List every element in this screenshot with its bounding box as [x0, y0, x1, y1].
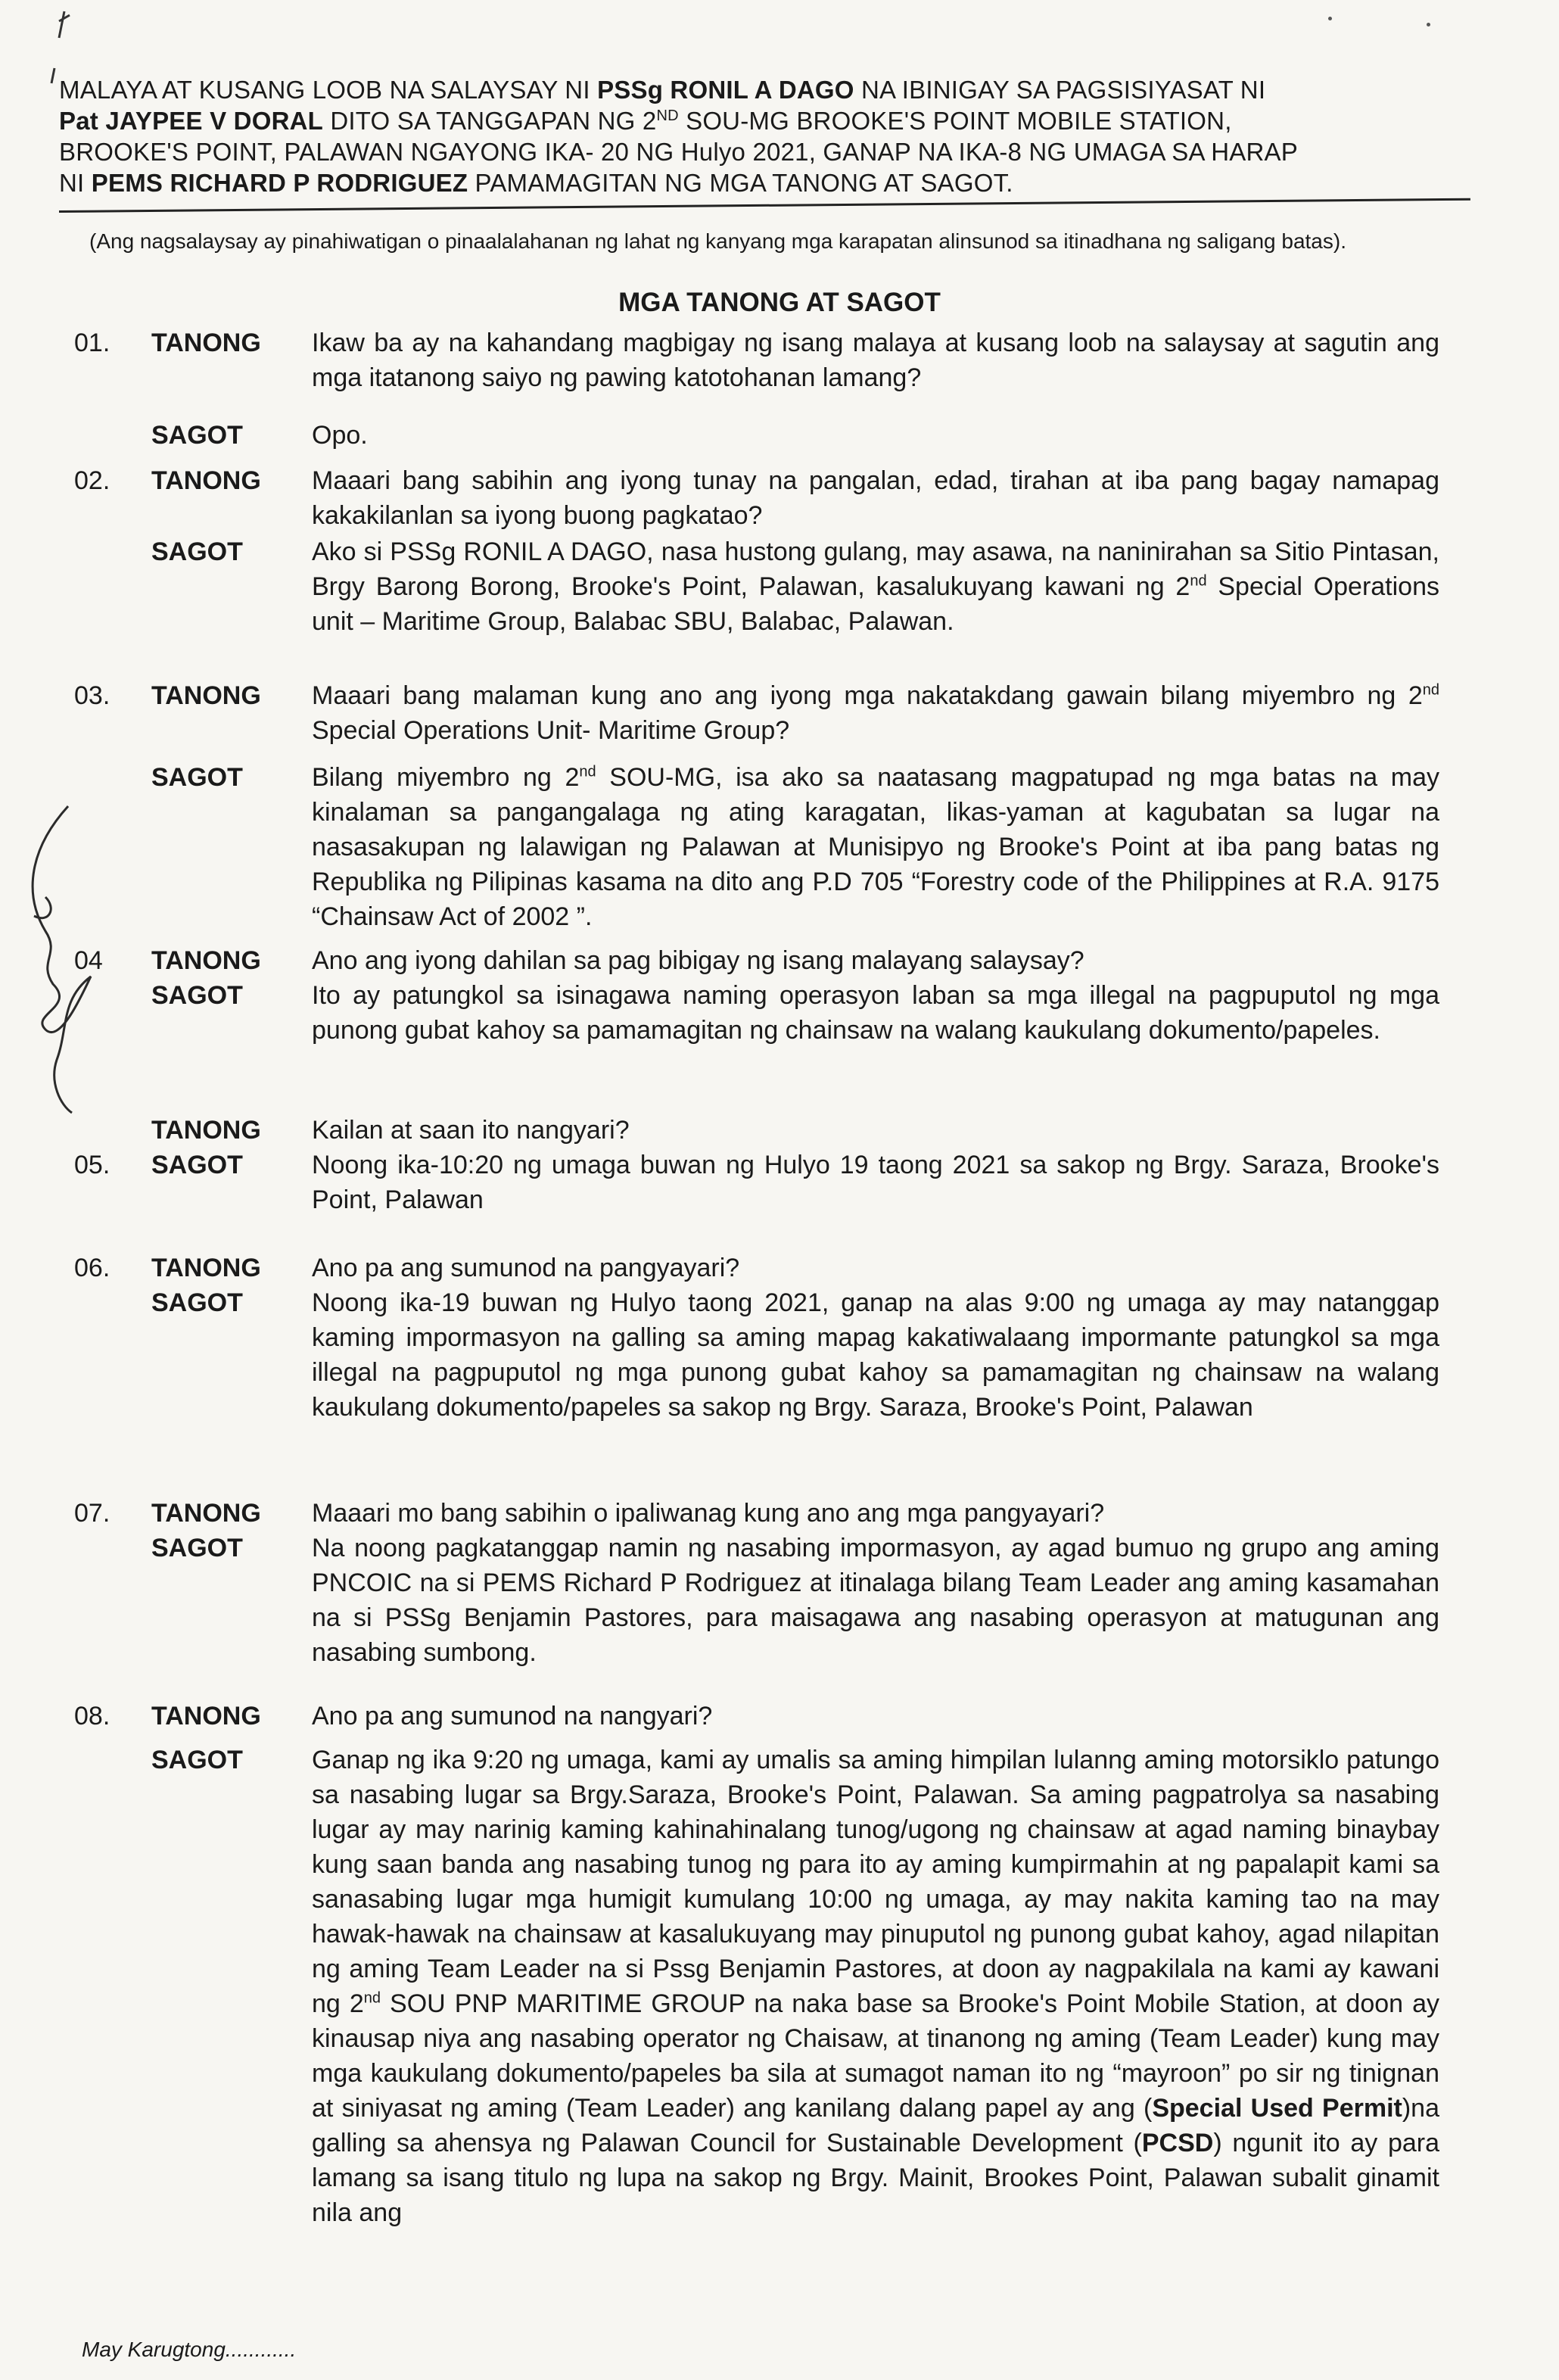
question-label: TANONG	[151, 1116, 261, 1145]
question-text: Maaari bang malaman kung ano ang iyong mga nakatakdang gawain bilang miyembro ng 2nd Special Operations Unit- Maritime Group?	[312, 681, 1439, 745]
question-text: Ano pa ang sumunod na pangyayari?	[312, 1254, 740, 1282]
header-line-2: Pat JAYPEE V DORAL DITO SA TANGGAPAN NG 2ND SOU-MG BROOKE'S POINT MOBILE STATION,	[59, 107, 1232, 135]
question-label: TANONG	[151, 329, 261, 357]
question-label: TANONG	[151, 681, 261, 710]
answer-text: Opo.	[312, 421, 368, 450]
question-number: 02.	[74, 466, 110, 495]
header-line-4: NI PEMS RICHARD P RODRIGUEZ PAMAMAGITAN NG MGA TANONG AT SAGOT.	[59, 169, 1013, 197]
question-label: TANONG	[151, 1702, 261, 1730]
answer-label: SAGOT	[151, 1151, 243, 1179]
question-label: TANONG	[151, 1254, 261, 1282]
question-label: TANONG	[151, 946, 261, 975]
answer-text: Ito ay patungkol sa isinagawa naming operasyon laban sa mga illegal na pagpuputol ng mga punong gubat kahoy sa pamamagitan ng chainsaw na walang kaukulang dokumento/papeles.	[312, 981, 1439, 1045]
continued-note: May Karugtong............	[82, 2338, 297, 2361]
section-title: MGA TANONG AT SAGOT	[618, 288, 941, 317]
answer-label: SAGOT	[151, 1288, 243, 1317]
signature-icon	[15, 802, 114, 1120]
answer-label: SAGOT	[151, 981, 243, 1010]
question-number: 06.	[74, 1254, 110, 1282]
question-number: 04	[74, 946, 103, 975]
answer-text: Noong ika-19 buwan ng Hulyo taong 2021, ganap na alas 9:00 ng umaga ay may natanggap kaming impormasyon na galling sa aming mapag kakatiwalaang impormante patungkol sa mga illegal na pagpuputol ng mga punong gubat kahoy sa pamamagitan ng chainsaw na walang kaukulang dokumento/papeles sa sakop ng Brgy. Saraza, Brooke's Point, Palawan	[312, 1288, 1439, 1422]
question-text: Ikaw ba ay na kahandang magbigay ng isang malaya at kusang loob na salaysay at sagutin ang mga itatanong saiyo ng pawing katotohanan lamang?	[312, 329, 1439, 392]
speck	[1328, 17, 1332, 20]
answer-label: SAGOT	[151, 537, 243, 566]
question-number: 08.	[74, 1702, 110, 1730]
question-label: TANONG	[151, 466, 261, 495]
answer-text: Ganap ng ika 9:20 ng umaga, kami ay umalis sa aming himpilan lulanng aming motorsiklo patungo sa nasabing lugar sa Brgy.Saraza, Brooke's Point, Palawan. Sa aming pagpatrolya sa nasabing lugar ay may narinig kaming kahinahinalang tunog/ugong ng chainsaw at agad naming binaybay kung saan banda ang nasabing tunog ng para ito ay aming kumpirmahin at ng papalapit kami sa sanasabing lugar mga humigit kumulang 10:00 ng umaga, ay may nakita kaming tao na may hawak-hawak na chainsaw at kasalukuyang may pinuputol ng punong gubat kahoy, agad nilapitan ng aming Team Leader na si Pssg Benjamin Pastores, at doon ay nagpakilala na kami ay kawani ng 2nd SOU PNP MARITIME GROUP na naka base sa Brooke's Point Mobile Station, at doon ay kinausap niya ang nasabing operator ng Chaisaw, at tinanong ng aming (Team Leader) kung may mga kaukulang dokumento/papeles ba sila at sumagot naman ito ng “mayroon” po sir ng tinignan at siniyasat ng aming (Team Leader) ang kanilang dalang papel ay ang (Special Used Permit)na galling sa ahensya ng Palawan Council for Sustainable Development (PCSD) ngunit ito ay para lamang sa isang titulo ng lupa na sakop ng Brgy. Mainit, Brookes Point, Palawan subalit ginamit nila ang	[312, 1746, 1439, 2227]
header-line-1: MALAYA AT KUSANG LOOB NA SALAYSAY NI PSSg RONIL A DAGO NA IBINIGAY SA PAGSISIYASAT NI	[59, 76, 1266, 104]
investigator-name: Pat JAYPEE V DORAL	[59, 107, 323, 135]
answer-text: Bilang miyembro ng 2nd SOU-MG, isa ako sa naatasang magpatupad ng mga batas na may kinalaman sa pangangalaga ng ating karagatan, likas-yaman at kagubatan sa lugar na nasasakupan ng lalawigan ng Palawan at Munisipyo ng Brooke's Point at iba pang batas ng Republika ng Pilipinas kasama na dito ang P.D 705 “Forestry code of the Philippines at R.A. 9175 “Chainsaw Act of 2002 ”.	[312, 763, 1440, 931]
speck	[1427, 23, 1430, 26]
answer-text: Noong ika-10:20 ng umaga buwan ng Hulyo 19 taong 2021 sa sakop ng Brgy. Saraza, Brooke's Point, Palawan	[312, 1151, 1439, 1214]
answer-text: Ako si PSSg RONIL A DAGO, nasa hustong gulang, may asawa, na naninirahan sa Sitio Pintasan, Brgy Barong Borong, Brooke's Point, Palawan, kasalukuyang kawani ng 2nd Special Operations unit – Maritime Group, Balabac SBU, Balabac, Palawan.	[312, 537, 1439, 636]
answer-label: SAGOT	[151, 421, 243, 450]
answer-label: SAGOT	[151, 763, 243, 792]
permit-name: Special Used Permit	[1152, 2094, 1402, 2123]
question-text: Maaari mo bang sabihin o ipaliwanag kung ano ang mga pangyayari?	[312, 1499, 1105, 1528]
affiant-name: PSSg RONIL A DAGO	[597, 76, 854, 104]
question-text: Kailan at saan ito nangyari?	[312, 1116, 630, 1145]
agency-acronym: PCSD	[1141, 2129, 1214, 2157]
header-divider	[59, 198, 1470, 213]
answer-text: Na noong pagkatanggap namin ng nasabing impormasyon, ay agad bumuo ng grupo ang aming PNCOIC na si PEMS Richard P Rodriguez at itinalaga bilang Team Leader ang aming kasamahan na si PSSg Benjamin Pastores, para maisagawa ang nasabing operasyon at matugunan ang nasabing sumbong.	[312, 1534, 1439, 1667]
question-text: Ano ang iyong dahilan sa pag bibigay ng isang malayang salaysay?	[312, 946, 1084, 975]
header-line-3: BROOKE'S POINT, PALAWAN NGAYONG IKA- 20 NG Hulyo 2021, GANAP NA IKA-8 NG UMAGA SA HARAP	[59, 138, 1298, 166]
question-number: 01.	[74, 329, 110, 357]
answer-label: SAGOT	[151, 1746, 243, 1774]
question-text: Ano pa ang sumunod na nangyari?	[312, 1702, 713, 1730]
question-label: TANONG	[151, 1499, 261, 1528]
question-number: 05.	[74, 1151, 110, 1179]
rights-note: (Ang nagsalaysay ay pinahiwatigan o pinaalalahanan ng lahat ng kanyang mga karapatan alinsunod sa itinadhana ng saligang batas).	[89, 229, 1346, 253]
question-text: Maaari bang sabihin ang iyong tunay na pangalan, edad, tirahan at iba pang bagay namapag kakakilanlan sa iyong buong pagkatao?	[312, 466, 1439, 530]
statement-header	[59, 74, 1474, 198]
question-number: 03.	[74, 681, 110, 710]
question-number: 07.	[74, 1499, 110, 1528]
answer-label: SAGOT	[151, 1534, 243, 1562]
witness-name: PEMS RICHARD P RODRIGUEZ	[91, 169, 468, 197]
